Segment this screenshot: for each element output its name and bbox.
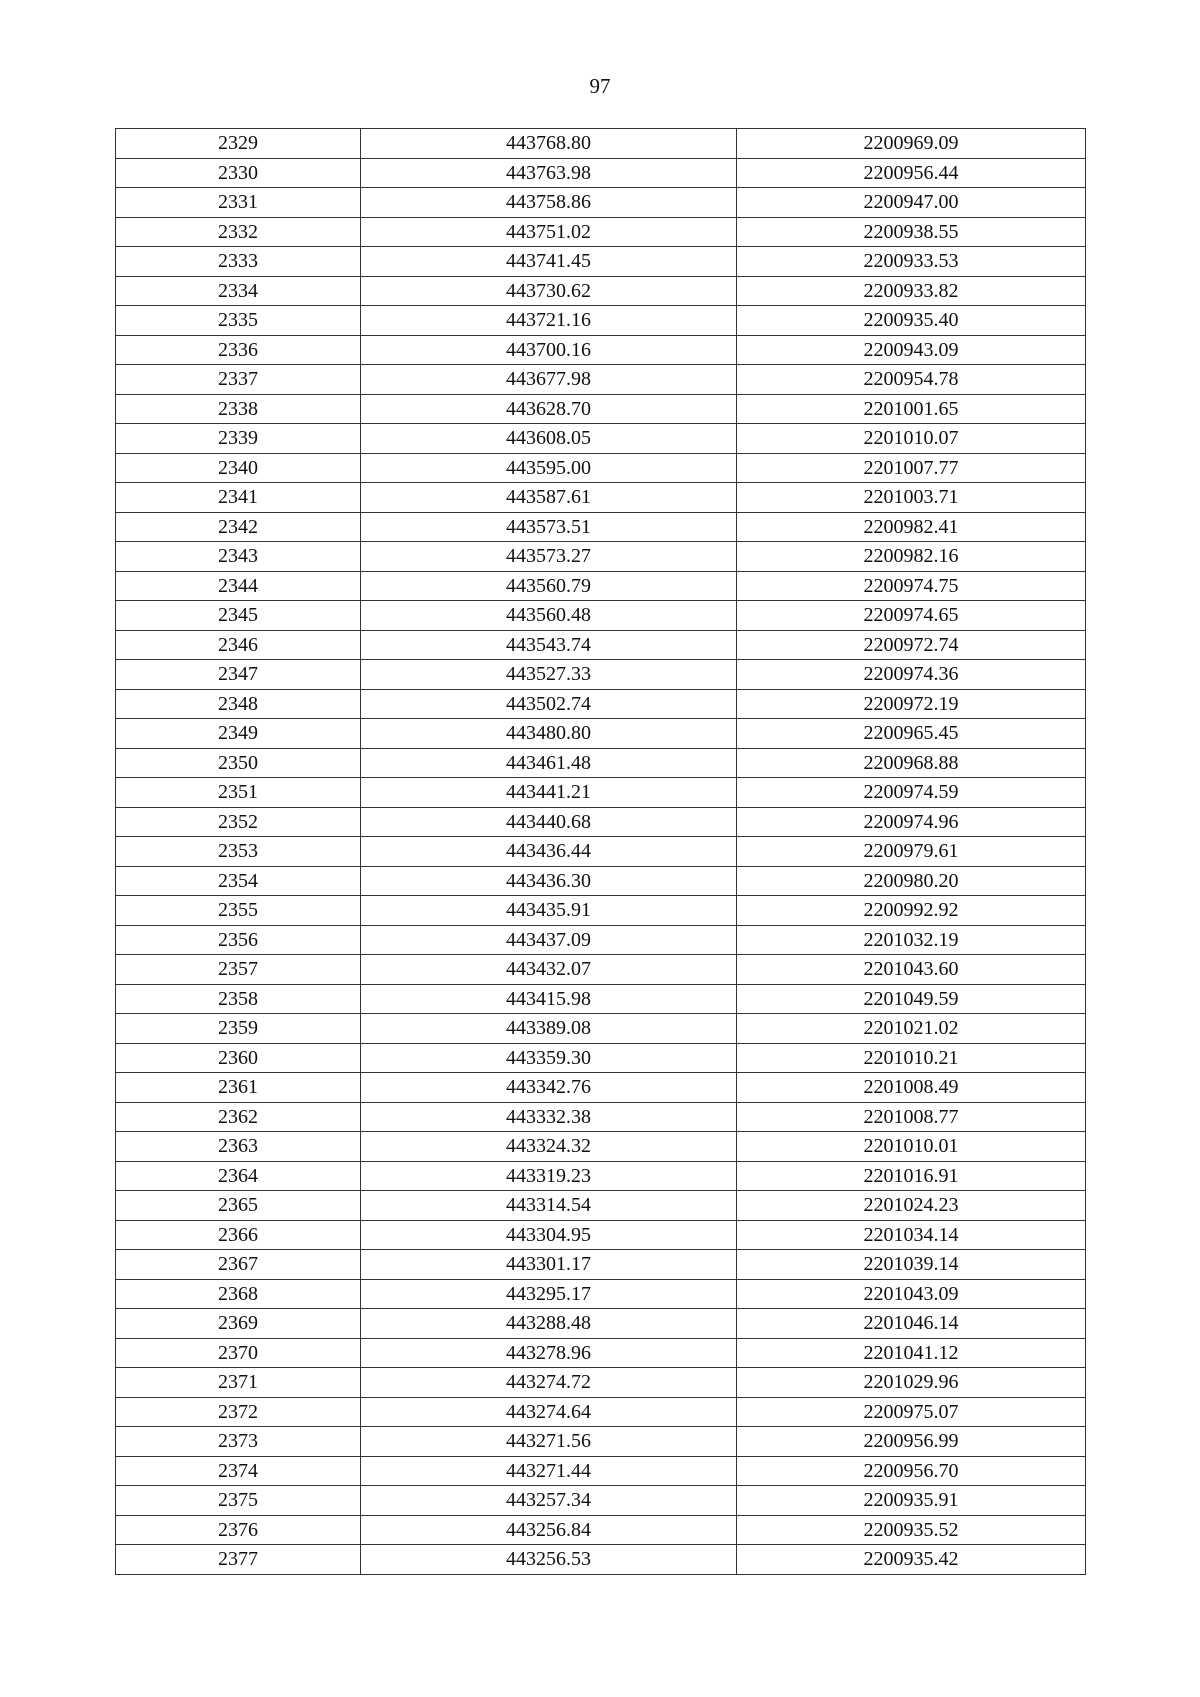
table-row — [116, 689, 1086, 719]
table-row — [116, 247, 1086, 277]
y-coordinate-cell: 2200933.82 — [737, 276, 1086, 306]
table-row — [116, 276, 1086, 306]
y-coordinate-cell: 2200982.41 — [737, 512, 1086, 542]
x-coordinate-cell: 443608.05 — [361, 424, 737, 454]
x-coordinate-cell: 443461.48 — [361, 748, 737, 778]
x-coordinate-cell: 443435.91 — [361, 896, 737, 926]
table-row — [116, 1220, 1086, 1250]
y-coordinate-cell: 2201008.77 — [737, 1102, 1086, 1132]
table-row — [116, 1073, 1086, 1103]
y-coordinate-cell: 2201043.60 — [737, 955, 1086, 985]
table-row — [116, 217, 1086, 247]
point-number-cell: 2354 — [116, 866, 361, 896]
table-row — [116, 1043, 1086, 1073]
table-row — [116, 1132, 1086, 1162]
table-row — [116, 601, 1086, 631]
x-coordinate-cell: 443758.86 — [361, 188, 737, 218]
y-coordinate-cell: 2200956.99 — [737, 1427, 1086, 1457]
table-row — [116, 660, 1086, 690]
x-coordinate-cell: 443257.34 — [361, 1486, 737, 1516]
y-coordinate-cell: 2201034.14 — [737, 1220, 1086, 1250]
x-coordinate-cell: 443543.74 — [361, 630, 737, 660]
y-coordinate-cell: 2200956.70 — [737, 1456, 1086, 1486]
point-number-cell: 2334 — [116, 276, 361, 306]
y-coordinate-cell: 2200972.19 — [737, 689, 1086, 719]
x-coordinate-cell: 443436.30 — [361, 866, 737, 896]
table-row — [116, 719, 1086, 749]
point-number-cell: 2359 — [116, 1014, 361, 1044]
table-row — [116, 453, 1086, 483]
point-number-cell: 2368 — [116, 1279, 361, 1309]
x-coordinate-cell: 443721.16 — [361, 306, 737, 336]
x-coordinate-cell: 443595.00 — [361, 453, 737, 483]
y-coordinate-cell: 2200975.07 — [737, 1397, 1086, 1427]
y-coordinate-cell: 2200938.55 — [737, 217, 1086, 247]
coordinates-table-body — [116, 129, 1086, 1575]
y-coordinate-cell: 2201032.19 — [737, 925, 1086, 955]
y-coordinate-cell: 2200935.52 — [737, 1515, 1086, 1545]
x-coordinate-cell: 443587.61 — [361, 483, 737, 513]
y-coordinate-cell: 2201001.65 — [737, 394, 1086, 424]
y-coordinate-cell: 2201010.21 — [737, 1043, 1086, 1073]
table-row — [116, 837, 1086, 867]
point-number-cell: 2352 — [116, 807, 361, 837]
y-coordinate-cell: 2200974.36 — [737, 660, 1086, 690]
point-number-cell: 2336 — [116, 335, 361, 365]
table-row — [116, 365, 1086, 395]
table-row — [116, 1161, 1086, 1191]
point-number-cell: 2349 — [116, 719, 361, 749]
y-coordinate-cell: 2201008.49 — [737, 1073, 1086, 1103]
point-number-cell: 2330 — [116, 158, 361, 188]
y-coordinate-cell: 2201029.96 — [737, 1368, 1086, 1398]
point-number-cell: 2340 — [116, 453, 361, 483]
table-row — [116, 1515, 1086, 1545]
y-coordinate-cell: 2200965.45 — [737, 719, 1086, 749]
point-number-cell: 2358 — [116, 984, 361, 1014]
y-coordinate-cell: 2200979.61 — [737, 837, 1086, 867]
table-row — [116, 1014, 1086, 1044]
table-row — [116, 896, 1086, 926]
table-row — [116, 866, 1086, 896]
table-row — [116, 1397, 1086, 1427]
y-coordinate-cell: 2200974.96 — [737, 807, 1086, 837]
table-row — [116, 306, 1086, 336]
table-row — [116, 1191, 1086, 1221]
point-number-cell: 2377 — [116, 1545, 361, 1575]
x-coordinate-cell: 443256.53 — [361, 1545, 737, 1575]
point-number-cell: 2346 — [116, 630, 361, 660]
y-coordinate-cell: 2201016.91 — [737, 1161, 1086, 1191]
table-row — [116, 1545, 1086, 1575]
table-row — [116, 1427, 1086, 1457]
table-row — [116, 1486, 1086, 1516]
x-coordinate-cell: 443274.72 — [361, 1368, 737, 1398]
y-coordinate-cell: 2201039.14 — [737, 1250, 1086, 1280]
point-number-cell: 2343 — [116, 542, 361, 572]
point-number-cell: 2339 — [116, 424, 361, 454]
x-coordinate-cell: 443304.95 — [361, 1220, 737, 1250]
table-row — [116, 394, 1086, 424]
x-coordinate-cell: 443768.80 — [361, 129, 737, 159]
table-row — [116, 188, 1086, 218]
point-number-cell: 2373 — [116, 1427, 361, 1457]
x-coordinate-cell: 443480.80 — [361, 719, 737, 749]
point-number-cell: 2332 — [116, 217, 361, 247]
y-coordinate-cell: 2201003.71 — [737, 483, 1086, 513]
y-coordinate-cell: 2201043.09 — [737, 1279, 1086, 1309]
table-row — [116, 748, 1086, 778]
point-number-cell: 2333 — [116, 247, 361, 277]
x-coordinate-cell: 443763.98 — [361, 158, 737, 188]
table-row — [116, 158, 1086, 188]
x-coordinate-cell: 443295.17 — [361, 1279, 737, 1309]
table-row — [116, 984, 1086, 1014]
point-number-cell: 2335 — [116, 306, 361, 336]
point-number-cell: 2344 — [116, 571, 361, 601]
point-number-cell: 2367 — [116, 1250, 361, 1280]
point-number-cell: 2356 — [116, 925, 361, 955]
y-coordinate-cell: 2201041.12 — [737, 1338, 1086, 1368]
x-coordinate-cell: 443502.74 — [361, 689, 737, 719]
x-coordinate-cell: 443301.17 — [361, 1250, 737, 1280]
point-number-cell: 2374 — [116, 1456, 361, 1486]
table-row — [116, 1338, 1086, 1368]
point-number-cell: 2364 — [116, 1161, 361, 1191]
point-number-cell: 2351 — [116, 778, 361, 808]
table-row — [116, 925, 1086, 955]
coordinates-table — [115, 128, 1086, 1575]
x-coordinate-cell: 443274.64 — [361, 1397, 737, 1427]
x-coordinate-cell: 443628.70 — [361, 394, 737, 424]
x-coordinate-cell: 443314.54 — [361, 1191, 737, 1221]
point-number-cell: 2376 — [116, 1515, 361, 1545]
point-number-cell: 2365 — [116, 1191, 361, 1221]
x-coordinate-cell: 443332.38 — [361, 1102, 737, 1132]
table-row — [116, 630, 1086, 660]
point-number-cell: 2361 — [116, 1073, 361, 1103]
y-coordinate-cell: 2200956.44 — [737, 158, 1086, 188]
y-coordinate-cell: 2200969.09 — [737, 129, 1086, 159]
point-number-cell: 2375 — [116, 1486, 361, 1516]
page-number: 97 — [589, 74, 611, 98]
x-coordinate-cell: 443278.96 — [361, 1338, 737, 1368]
x-coordinate-cell: 443573.51 — [361, 512, 737, 542]
x-coordinate-cell: 443288.48 — [361, 1309, 737, 1339]
x-coordinate-cell: 443677.98 — [361, 365, 737, 395]
x-coordinate-cell: 443271.56 — [361, 1427, 737, 1457]
x-coordinate-cell: 443436.44 — [361, 837, 737, 867]
x-coordinate-cell: 443700.16 — [361, 335, 737, 365]
x-coordinate-cell: 443389.08 — [361, 1014, 737, 1044]
point-number-cell: 2341 — [116, 483, 361, 513]
table-row — [116, 1102, 1086, 1132]
point-number-cell: 2350 — [116, 748, 361, 778]
x-coordinate-cell: 443432.07 — [361, 955, 737, 985]
point-number-cell: 2372 — [116, 1397, 361, 1427]
x-coordinate-cell: 443441.21 — [361, 778, 737, 808]
point-number-cell: 2345 — [116, 601, 361, 631]
y-coordinate-cell: 2200933.53 — [737, 247, 1086, 277]
y-coordinate-cell: 2201010.01 — [737, 1132, 1086, 1162]
point-number-cell: 2370 — [116, 1338, 361, 1368]
x-coordinate-cell: 443560.48 — [361, 601, 737, 631]
point-number-cell: 2355 — [116, 896, 361, 926]
y-coordinate-cell: 2201007.77 — [737, 453, 1086, 483]
table-row — [116, 955, 1086, 985]
table-row — [116, 1456, 1086, 1486]
y-coordinate-cell: 2200954.78 — [737, 365, 1086, 395]
table-row — [116, 778, 1086, 808]
point-number-cell: 2331 — [116, 188, 361, 218]
point-number-cell: 2357 — [116, 955, 361, 985]
x-coordinate-cell: 443359.30 — [361, 1043, 737, 1073]
x-coordinate-cell: 443271.44 — [361, 1456, 737, 1486]
table-row — [116, 512, 1086, 542]
point-number-cell: 2369 — [116, 1309, 361, 1339]
y-coordinate-cell: 2201046.14 — [737, 1309, 1086, 1339]
point-number-cell: 2329 — [116, 129, 361, 159]
y-coordinate-cell: 2200974.65 — [737, 601, 1086, 631]
y-coordinate-cell: 2200935.42 — [737, 1545, 1086, 1575]
point-number-cell: 2363 — [116, 1132, 361, 1162]
y-coordinate-cell: 2200992.92 — [737, 896, 1086, 926]
x-coordinate-cell: 443751.02 — [361, 217, 737, 247]
table-row — [116, 1309, 1086, 1339]
y-coordinate-cell: 2200943.09 — [737, 335, 1086, 365]
point-number-cell: 2337 — [116, 365, 361, 395]
x-coordinate-cell: 443324.32 — [361, 1132, 737, 1162]
y-coordinate-cell: 2200935.40 — [737, 306, 1086, 336]
y-coordinate-cell: 2201010.07 — [737, 424, 1086, 454]
table-row — [116, 1250, 1086, 1280]
y-coordinate-cell: 2200982.16 — [737, 542, 1086, 572]
point-number-cell: 2360 — [116, 1043, 361, 1073]
table-row — [116, 483, 1086, 513]
x-coordinate-cell: 443415.98 — [361, 984, 737, 1014]
y-coordinate-cell: 2200980.20 — [737, 866, 1086, 896]
point-number-cell: 2342 — [116, 512, 361, 542]
x-coordinate-cell: 443730.62 — [361, 276, 737, 306]
point-number-cell: 2348 — [116, 689, 361, 719]
x-coordinate-cell: 443560.79 — [361, 571, 737, 601]
y-coordinate-cell: 2201021.02 — [737, 1014, 1086, 1044]
table-row — [116, 1279, 1086, 1309]
table-row — [116, 129, 1086, 159]
point-number-cell: 2347 — [116, 660, 361, 690]
y-coordinate-cell: 2200935.91 — [737, 1486, 1086, 1516]
table-row — [116, 542, 1086, 572]
point-number-cell: 2362 — [116, 1102, 361, 1132]
y-coordinate-cell: 2200974.59 — [737, 778, 1086, 808]
point-number-cell: 2338 — [116, 394, 361, 424]
point-number-cell: 2371 — [116, 1368, 361, 1398]
y-coordinate-cell: 2201049.59 — [737, 984, 1086, 1014]
point-number-cell: 2353 — [116, 837, 361, 867]
x-coordinate-cell: 443437.09 — [361, 925, 737, 955]
y-coordinate-cell: 2200947.00 — [737, 188, 1086, 218]
x-coordinate-cell: 443319.23 — [361, 1161, 737, 1191]
table-row — [116, 335, 1086, 365]
table-row — [116, 424, 1086, 454]
x-coordinate-cell: 443741.45 — [361, 247, 737, 277]
table-row — [116, 1368, 1086, 1398]
y-coordinate-cell: 2200968.88 — [737, 748, 1086, 778]
x-coordinate-cell: 443573.27 — [361, 542, 737, 572]
x-coordinate-cell: 443256.84 — [361, 1515, 737, 1545]
point-number-cell: 2366 — [116, 1220, 361, 1250]
table-row — [116, 571, 1086, 601]
y-coordinate-cell: 2200974.75 — [737, 571, 1086, 601]
table-row — [116, 807, 1086, 837]
y-coordinate-cell: 2201024.23 — [737, 1191, 1086, 1221]
x-coordinate-cell: 443342.76 — [361, 1073, 737, 1103]
x-coordinate-cell: 443440.68 — [361, 807, 737, 837]
x-coordinate-cell: 443527.33 — [361, 660, 737, 690]
y-coordinate-cell: 2200972.74 — [737, 630, 1086, 660]
